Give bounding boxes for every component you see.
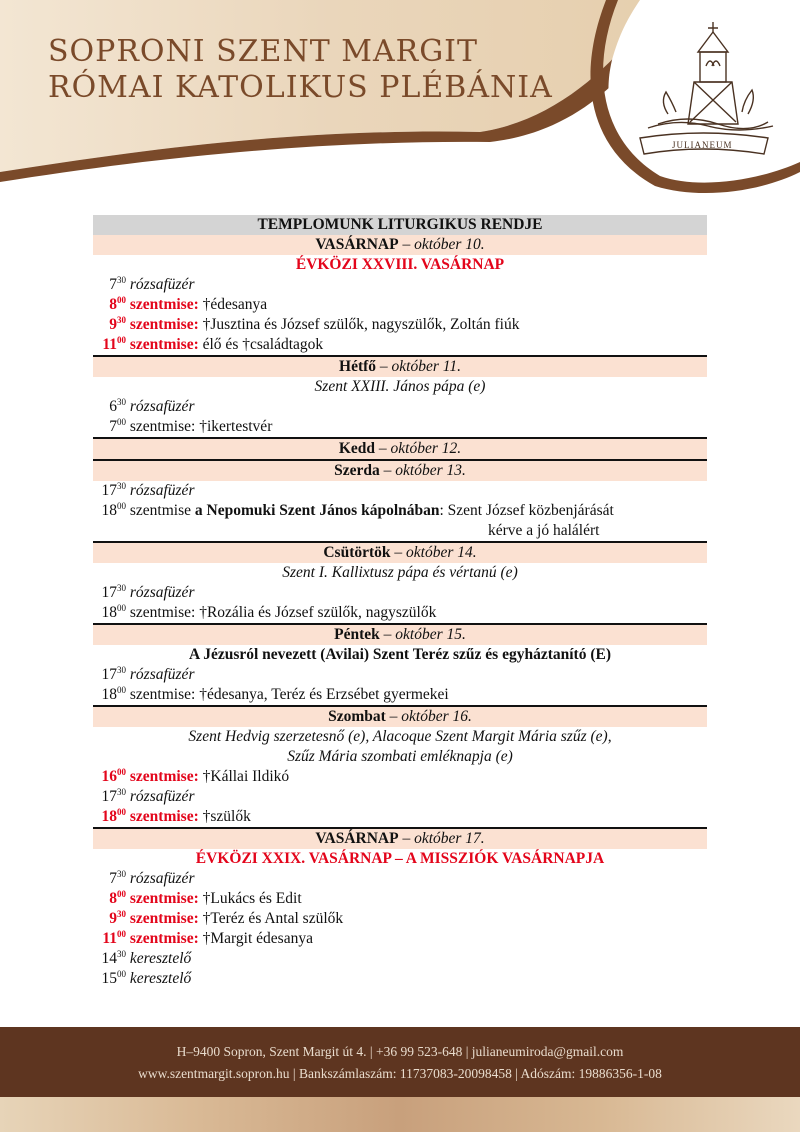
- schedule-entry: [93, 583, 707, 603]
- entry-label: szentmise:: [129, 418, 196, 435]
- day-header: [93, 705, 707, 727]
- entry-minute: 00: [117, 969, 126, 979]
- entry-time: [93, 583, 126, 603]
- day-name: VASÁRNAP: [315, 236, 399, 253]
- schedule-entry: [93, 665, 707, 685]
- entry-time: [93, 807, 126, 827]
- entry-intention: †édesanya: [202, 296, 268, 313]
- feast-note: ÉVKÖZI XXVIII. VASÁRNAP: [295, 256, 505, 273]
- entry-hour: 9: [109, 910, 117, 927]
- entry-minute: 00: [117, 929, 126, 939]
- entry-label: rózsafüzér: [129, 584, 195, 601]
- day-header: [93, 827, 707, 849]
- entry-minute: 30: [117, 949, 126, 959]
- schedule-entry: [93, 949, 707, 969]
- day-date: október 14.: [406, 544, 477, 561]
- entry-minute: 00: [117, 603, 126, 613]
- day-header: [93, 623, 707, 645]
- schedule-entry: [93, 397, 707, 417]
- entry-intention: †Lukács és Edit: [202, 890, 302, 907]
- feast-note: Szent I. Kallixtusz pápa és vértanú (e): [282, 564, 518, 581]
- entry-time: [93, 665, 126, 685]
- entry-time: [93, 767, 126, 787]
- day-separator: –: [376, 358, 392, 375]
- entry-intention: †ikertestvér: [199, 418, 273, 435]
- feast-note: ÉVKÖZI XXIX. VASÁRNAP – A MISSZIÓK VASÁRNAPJA: [195, 850, 605, 867]
- entry-hour: 7: [109, 870, 117, 887]
- entry-intention: †Teréz és Antal szülők: [202, 910, 344, 927]
- day-header: [93, 437, 707, 459]
- schedule-entry: [93, 909, 707, 929]
- entry-label: szentmise:: [129, 890, 199, 907]
- day-name: Kedd: [338, 440, 376, 457]
- entry-time: [93, 869, 126, 889]
- day-date: október 15.: [395, 626, 466, 643]
- day-separator: –: [375, 440, 391, 457]
- schedule-entry: [93, 869, 707, 889]
- entry-hour: 17: [101, 482, 117, 499]
- logo-label: JULIANEUM: [672, 140, 733, 150]
- entry-intention: †Kállai Ildikó: [202, 768, 290, 785]
- schedule-entry: [93, 969, 707, 989]
- schedule-entry: [93, 807, 707, 827]
- entry-intention: †édesanya, Teréz és Erzsébet gyermekei: [199, 686, 449, 703]
- entry-hour: 8: [109, 296, 117, 313]
- entry-time: [93, 949, 126, 969]
- entry-time: [93, 275, 126, 295]
- entry-intention: †Jusztina és József szülők, nagyszülők, Zoltán fiúk: [202, 316, 520, 333]
- parish-title-line2: RÓMAI KATOLIKUS PLÉBÁNIA: [48, 70, 553, 105]
- entry-time: [93, 685, 126, 705]
- entry-time: [93, 969, 126, 989]
- entry-hour: 17: [101, 584, 117, 601]
- schedule-heading: TEMPLOMUNK LITURGIKUS RENDJE: [93, 215, 707, 235]
- entry-minute: 30: [117, 397, 126, 407]
- entry-time: [93, 889, 126, 909]
- footer-address-line: H–9400 Sopron, Szent Margit út 4. | +36 99 523-648 | julianeumiroda@gmail.com: [176, 1044, 624, 1059]
- entry-label: szentmise:: [129, 296, 199, 313]
- entry-label: szentmise: [129, 502, 191, 519]
- day-date: október 17.: [414, 830, 485, 847]
- entry-hour: 8: [109, 890, 117, 907]
- entry-intention: †Margit édesanya: [202, 930, 313, 947]
- feast-note: Szent Hedvig szerzetesnő (e), Alacoque Szent Margit Mária szűz (e),: [188, 728, 612, 745]
- entry-minute: 00: [117, 417, 126, 427]
- entry-hour: 18: [101, 604, 117, 621]
- entry-label: rózsafüzér: [129, 398, 195, 415]
- liturgy-schedule: [93, 215, 707, 989]
- day-name: Csütörtök: [323, 544, 391, 561]
- day-separator: –: [385, 708, 402, 725]
- schedule-entry: [93, 295, 707, 315]
- schedule-entry: [93, 685, 707, 705]
- schedule-entry: [93, 787, 707, 807]
- schedule-entry: [93, 501, 707, 521]
- schedule-entry: [93, 315, 707, 335]
- entry-label: keresztelő: [129, 970, 192, 987]
- day-name: Szerda: [334, 462, 380, 479]
- entry-label: szentmise:: [129, 768, 199, 785]
- day-header: [93, 235, 707, 255]
- entry-minute: 30: [117, 665, 126, 675]
- schedule-entry: [93, 889, 707, 909]
- entry-hour: 7: [109, 418, 117, 435]
- day-name: VASÁRNAP: [315, 830, 399, 847]
- entry-label: rózsafüzér: [129, 276, 195, 293]
- entry-label: szentmise:: [129, 604, 196, 621]
- entry-minute: 00: [117, 685, 126, 695]
- entry-label: keresztelő: [129, 950, 192, 967]
- day-separator: –: [379, 462, 396, 479]
- page-header: [0, 0, 800, 200]
- entry-hour: 15: [101, 970, 117, 987]
- entry-minute: 30: [117, 315, 126, 325]
- entry-label: szentmise:: [129, 316, 199, 333]
- entry-label: szentmise:: [129, 930, 199, 947]
- entry-minute: 00: [117, 295, 126, 305]
- entry-time: [93, 501, 126, 521]
- entry-location: a Nepomuki Szent János kápolnában: [194, 502, 440, 519]
- entry-time: [93, 295, 126, 315]
- entry-minute: 30: [117, 787, 126, 797]
- entry-time: [93, 787, 126, 807]
- footer-decoration: [0, 1097, 800, 1132]
- schedule-entry: [93, 603, 707, 623]
- entry-time: [93, 417, 126, 437]
- feast-note: Szent XXIII. János pápa (e): [314, 378, 486, 395]
- day-name: Hétfő: [339, 358, 377, 375]
- day-separator: –: [390, 544, 407, 561]
- entry-time: [93, 481, 126, 501]
- entry-time: [93, 909, 126, 929]
- entry-hour: 18: [101, 808, 117, 825]
- entry-hour: 14: [101, 950, 117, 967]
- day-separator: –: [379, 626, 396, 643]
- day-header: [93, 541, 707, 563]
- entry-time: [93, 929, 126, 949]
- entry-hour: 17: [101, 788, 117, 805]
- day-date: október 16.: [401, 708, 472, 725]
- day-header: [93, 459, 707, 481]
- entry-hour: 6: [109, 398, 117, 415]
- day-separator: –: [398, 236, 415, 253]
- schedule-entry: [93, 481, 707, 501]
- entry-intention-continued: kérve a jó halálért: [488, 522, 600, 539]
- entry-label: szentmise:: [129, 336, 199, 353]
- entry-minute: 00: [117, 767, 126, 777]
- entry-minute: 00: [117, 335, 126, 345]
- entry-label: szentmise:: [129, 686, 196, 703]
- schedule-entry: [93, 275, 707, 295]
- page-footer: [0, 1027, 800, 1097]
- entry-label: rózsafüzér: [129, 870, 195, 887]
- schedule-entry: [93, 929, 707, 949]
- entry-minute: 30: [117, 275, 126, 285]
- entry-time: [93, 315, 126, 335]
- entry-time: [93, 603, 126, 623]
- day-separator: –: [398, 830, 415, 847]
- entry-minute: 30: [117, 481, 126, 491]
- entry-hour: 11: [102, 336, 117, 353]
- feast-note: Szűz Mária szombati emléknapja (e): [287, 748, 513, 765]
- entry-time: [93, 397, 126, 417]
- entry-label: rózsafüzér: [129, 482, 195, 499]
- entry-label: szentmise:: [129, 910, 199, 927]
- entry-minute: 00: [117, 889, 126, 899]
- entry-intention: : Szent József közbenjárását: [439, 502, 614, 519]
- entry-minute: 00: [117, 501, 126, 511]
- schedule-entry: [93, 767, 707, 787]
- day-header: [93, 355, 707, 377]
- entry-hour: 18: [101, 502, 117, 519]
- entry-intention: élő és †családtagok: [202, 336, 324, 353]
- entry-intention: †Rozália és József szülők, nagyszülők: [199, 604, 437, 621]
- day-date: október 11.: [391, 358, 461, 375]
- feast-note: A Jézusról nevezett (Avilai) Szent Teréz szűz és egyháztanító (E): [189, 646, 611, 663]
- parish-title-line1: SOPRONI SZENT MARGIT: [48, 34, 479, 69]
- entry-label: rózsafüzér: [129, 666, 195, 683]
- entry-minute: 30: [117, 583, 126, 593]
- footer-bank-line: www.szentmargit.sopron.hu | Bankszámlaszám: 11737083-20098458 | Adószám: 19886356-1-08: [138, 1066, 662, 1081]
- schedule-entry: [93, 335, 707, 355]
- day-date: október 10.: [414, 236, 485, 253]
- entry-minute: 30: [117, 909, 126, 919]
- day-name: Péntek: [334, 626, 380, 643]
- entry-hour: 11: [102, 930, 117, 947]
- entry-hour: 7: [109, 276, 117, 293]
- entry-hour: 9: [109, 316, 117, 333]
- entry-hour: 18: [101, 686, 117, 703]
- day-name: Szombat: [328, 708, 386, 725]
- day-date: október 12.: [390, 440, 462, 457]
- day-date: október 13.: [395, 462, 466, 479]
- entry-intention: †szülők: [202, 808, 251, 825]
- schedule-entry: [93, 417, 707, 437]
- parish-title: [48, 34, 553, 106]
- entry-hour: 17: [101, 666, 117, 683]
- entry-minute: 00: [117, 807, 126, 817]
- entry-label: rózsafüzér: [129, 788, 195, 805]
- entry-time: [93, 335, 126, 355]
- entry-hour: 16: [101, 768, 117, 785]
- entry-label: szentmise:: [129, 808, 199, 825]
- entry-minute: 30: [117, 869, 126, 879]
